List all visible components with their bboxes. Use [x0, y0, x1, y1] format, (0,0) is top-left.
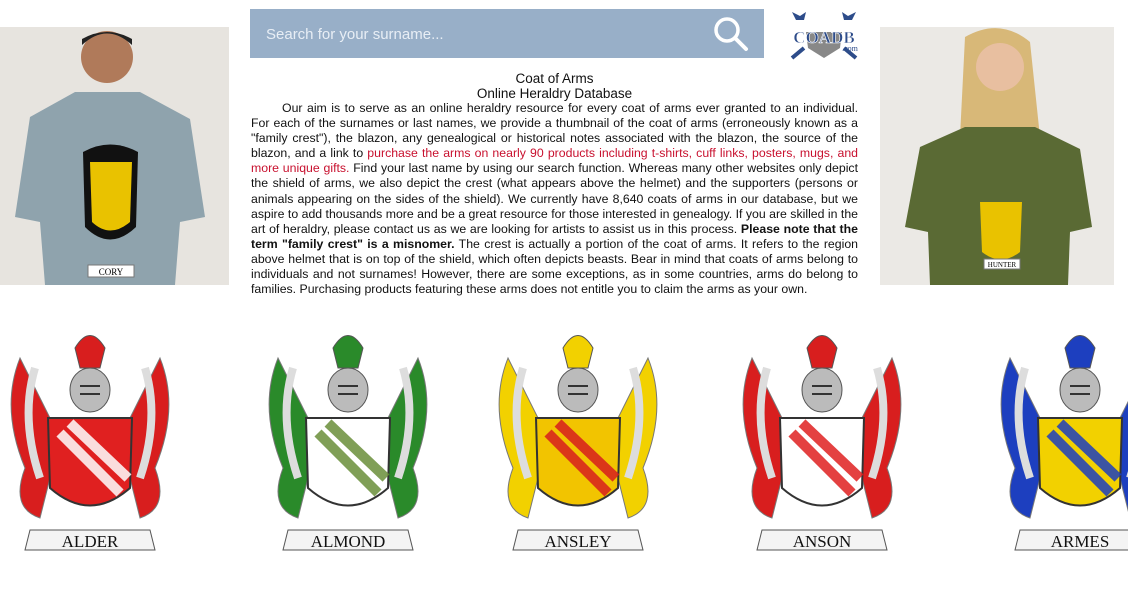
intro-section — [251, 71, 858, 297]
intro-text: Our aim is to serve as an online heraldry resource for every coat of arms ever granted to an individual. For each of the surnames or last names, we provide a thumbnail of the coat of arms (erroneously known as a "family crest"), the blazon, any genealogical or historical notes associated with the blazon, the source of the blazon, and a link to — [251, 101, 858, 161]
helmet-icon — [802, 368, 842, 412]
search-icon[interactable] — [712, 15, 750, 53]
crest-icon — [1065, 336, 1095, 369]
helmet-icon — [558, 368, 598, 412]
crest-icon — [333, 336, 363, 369]
page-subtitle: Online Heraldry Database — [476, 86, 633, 101]
helmet-icon — [328, 368, 368, 412]
crest-name: ALMOND — [310, 532, 386, 551]
search-input[interactable] — [264, 21, 698, 47]
coat-of-arms-armes[interactable] — [990, 318, 1128, 558]
intro-text: Find your last name by using our search function. Whereas many other websites only depict the shield of arms, we also depict the crest (what appears above the helmet) and the supporters (persons or animals appearing on the sides of the shield). We currently have 8,640 coats of arms in our database, but we aspire to add thousands more and be a great resource for those interested in genealogy. If you are skilled in the art of heraldry, please contact us as we are looking for artists to assist us in this process. — [251, 161, 858, 236]
helmet-icon — [70, 368, 110, 412]
crest-name: ANSLEY — [544, 532, 612, 551]
crest-name: ARMES — [1050, 532, 1110, 551]
logo-domain: .com — [842, 44, 858, 53]
crest-icon — [807, 336, 837, 369]
crest-icon — [75, 336, 105, 369]
search-bar — [250, 9, 764, 58]
tshirt-image — [880, 27, 1114, 285]
page-title: Coat of Arms — [515, 71, 594, 86]
hunter-tshirt-photo[interactable] — [880, 27, 1114, 285]
shirt-name: HUNTER — [987, 261, 1017, 269]
coat-of-arms-ansley[interactable] — [488, 318, 668, 558]
purchase-products-link[interactable]: purchase the arms on nearly 90 products including t-shirts, cuff links, posters, mugs, and more unique gifts. — [251, 146, 858, 176]
intro-paragraph — [251, 101, 858, 297]
helmet-icon — [1060, 368, 1100, 412]
coat-of-arms-anson[interactable] — [732, 318, 912, 558]
logo-text: COADB — [793, 28, 855, 47]
coat-of-arms-almond[interactable] — [258, 318, 438, 558]
crest-name: ANSON — [792, 532, 852, 551]
coat-of-arms-alder[interactable] — [0, 318, 180, 558]
misnomer-note: Please note that the term "family crest" is a misnomer. — [251, 221, 858, 251]
tshirt-image — [0, 27, 229, 285]
coadb-logo[interactable] — [786, 10, 862, 60]
intro-text: The crest is actually a portion of the coat of arms. It refers to the region above helmet that is on top of the shield, which often depicts beasts. Bear in mind that coats of arms belong to individuals and not surnames! However, there are some exceptions, as in some countries, arms do belong to families. Purchasing products featuring these arms does not entitle you to claim the arms as your own. — [251, 236, 859, 297]
crest-name: ALDER — [61, 532, 119, 551]
cory-tshirt-photo[interactable] — [0, 27, 229, 285]
shirt-name: CORY — [98, 267, 124, 277]
crest-icon — [563, 336, 593, 369]
